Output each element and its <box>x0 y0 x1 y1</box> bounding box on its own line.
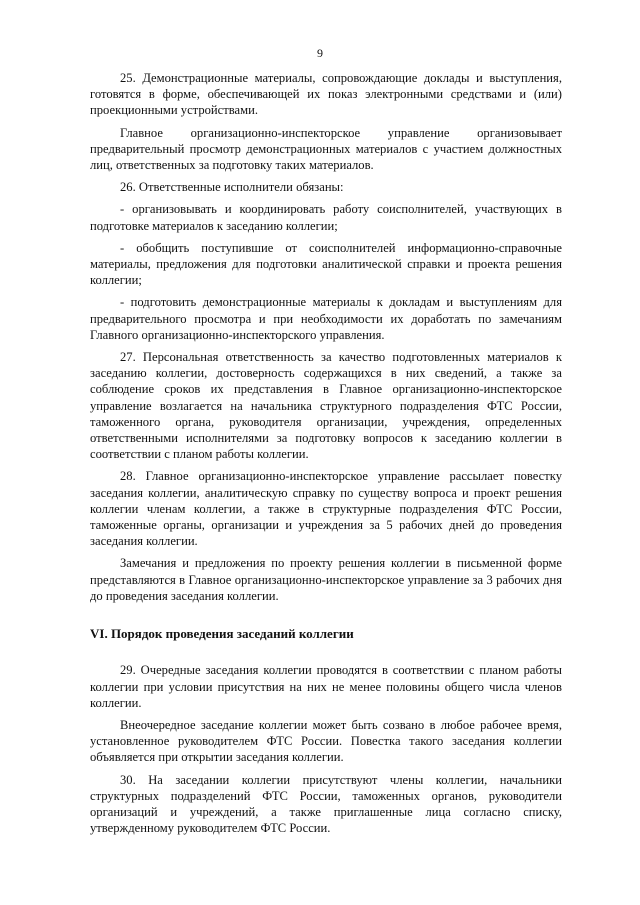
paragraph-28-remarks: Замечания и предложения по проекту решения коллегии в письменной форме представляются в Главное организационно-инспекторское управление за 3 рабочих дня до проведения заседания коллегии. <box>90 556 562 603</box>
paragraph-28: 28. Главное организационно-инспекторское управление рассылает повестку заседания коллегии, аналитическую справку по существу вопроса и проект решения коллегии членам коллегии, а также в структурные подразделения ФТС России, таможенные органы, организации и учреждения за 5 рабочих дней до проведения заседания коллегии. <box>90 469 562 549</box>
paragraph-26: 26. Ответственные исполнители обязаны: <box>120 180 344 195</box>
section-heading: VI. Порядок проведения заседаний коллегии <box>90 626 354 642</box>
paragraph-25: 25. Демонстрационные материалы, сопровождающие доклады и выступления, готовятся в форме, обеспечивающей их показ электронными средствами и (или) проекционными устройствами. <box>90 71 562 118</box>
paragraph-29-extraordinary: Внеочередное заседание коллегии может быть созвано в любое рабочее время, установленное руководителем ФТС России. Повестка такого заседания коллегии объявляется при открытии заседания коллегии. <box>90 717 562 765</box>
paragraph-27: 27. Персональная ответственность за качество подготовленных материалов к заседанию коллегии, достоверность содержащихся в них сведений, а также за соблюдение сроков их представления в Главное организационно-инспекторское управление возлагается на начальника структурного подразделения ФТС России, таможенного органа, руководителя организации, учреждения, определенных ответственными исполнителями за подготовку вопросов к заседанию коллегии в соответствии с планом работы коллегии. <box>90 350 562 462</box>
paragraph-26-item-2: - обобщить поступившие от соисполнителей информационно-справочные материалы, предложения для подготовки аналитической справки и проекта решения коллегии; <box>90 240 562 288</box>
paragraph-25-review: Главное организационно-инспекторское управление организовывает предварительный просмотр демонстрационных материалов с участием должностных лиц, ответственных за подготовку таких материалов. <box>90 125 562 173</box>
paragraph-30: 30. На заседании коллегии присутствуют члены коллегии, начальники структурных подразделений ФТС России, таможенных органов, руководители организаций и учреждений, а также приглашенные лица согласно списку, утвержденному руководителем ФТС России. <box>90 772 562 836</box>
page-number: 9 <box>317 46 323 60</box>
paragraph-29: 29. Очередные заседания коллегии проводятся в соответствии с планом работы коллегии при условии присутствия на них не менее половины общего числа членов коллегии. <box>90 663 562 710</box>
paragraph-26-item-1: - организовывать и координировать работу соисполнителей, участвующих в подготовке материалов к заседанию коллегии; <box>90 202 562 233</box>
paragraph-26-item-3: - подготовить демонстрационные материалы к докладам и выступлениям для предварительного просмотра и при необходимости их доработать по замечаниям Главного организационно-инспекторского управления. <box>90 295 562 342</box>
document-body <box>90 70 562 842</box>
